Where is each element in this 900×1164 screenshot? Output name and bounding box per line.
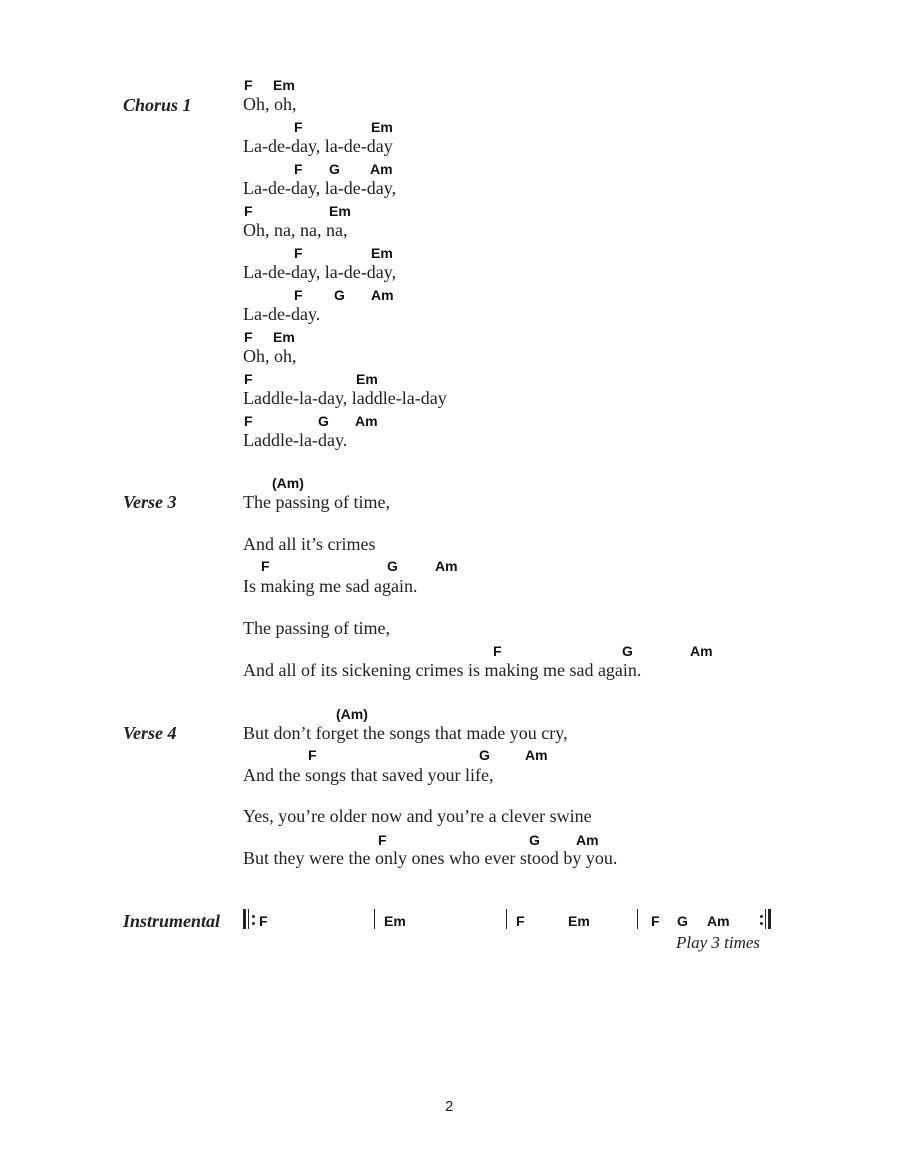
chord: Em [356, 371, 378, 387]
chord: Em [329, 203, 351, 219]
chord: F [651, 913, 660, 929]
chord: Em [273, 329, 295, 345]
chord: F [244, 413, 253, 429]
chord: F [261, 558, 270, 574]
chord: F [308, 747, 317, 763]
lyric-line: Laddle-la-day. [243, 430, 348, 450]
lyric-line: The passing of time, [243, 492, 390, 512]
lyric-line: Yes, you’re older now and you’re a clever swine [243, 806, 592, 826]
lyric-line: And all it’s crimes [243, 534, 376, 554]
chord: Am [707, 913, 730, 929]
chord: Em [568, 913, 590, 929]
chord: Am [371, 287, 394, 303]
lyric-line: La-de-day, la-de-day, [243, 262, 397, 282]
lyric-line: Oh, na, na, na, [243, 220, 348, 240]
chord: G [677, 913, 688, 929]
chord: G [329, 161, 340, 177]
repeat-dots [760, 912, 763, 926]
chord: Am [435, 558, 458, 574]
chord: F [244, 371, 253, 387]
chord: F [244, 77, 253, 93]
repeat-note: Play 3 times [676, 933, 761, 952]
barline [765, 909, 766, 929]
lyric-line: La-de-day, la-de-day, [243, 178, 397, 198]
repeat-start-barline [243, 909, 246, 929]
barline [637, 909, 638, 929]
chord: F [259, 913, 268, 929]
repeat-dots [252, 912, 255, 926]
section-label-chorus-1: Chorus 1 [123, 95, 192, 115]
section-label-verse-3: Verse 3 [123, 492, 177, 512]
chord: Em [371, 119, 393, 135]
lyric-line: La-de-day. [243, 304, 321, 324]
barline [248, 909, 249, 929]
chord: F [294, 245, 303, 261]
chord: F [244, 203, 253, 219]
barline [374, 909, 375, 929]
section-label-verse-4: Verse 4 [123, 723, 177, 743]
chord: F [294, 161, 303, 177]
chord: G [334, 287, 345, 303]
lyric-line: Laddle-la-day, laddle-la-day [243, 388, 447, 408]
lyric-line: La-de-day, la-de-day [243, 136, 393, 156]
lyric-line: But they were the only ones who ever stood by you. [243, 848, 618, 868]
chord: F [294, 119, 303, 135]
chord: Am [355, 413, 378, 429]
chord: G [318, 413, 329, 429]
chord: Am [525, 747, 548, 763]
chord: G [529, 832, 540, 848]
chord: G [387, 558, 398, 574]
repeat-end-barline [768, 909, 771, 929]
chord: Em [371, 245, 393, 261]
page-number: 2 [445, 1098, 454, 1115]
chord: F [516, 913, 525, 929]
lyric-line: But don’t forget the songs that made you cry, [243, 723, 568, 743]
chord: (Am) [336, 706, 368, 722]
lyric-line: And the songs that saved your life, [243, 765, 494, 785]
lyric-line: And all of its sickening crimes is making me sad again. [243, 660, 642, 680]
chord: F [493, 643, 502, 659]
chord: G [479, 747, 490, 763]
lyric-line: Oh, oh, [243, 346, 297, 366]
chord: Am [370, 161, 393, 177]
chord: F [244, 329, 253, 345]
lyric-line: Oh, oh, [243, 94, 297, 114]
barline [506, 909, 507, 929]
chord: F [294, 287, 303, 303]
chord: Am [576, 832, 599, 848]
chord: (Am) [272, 475, 304, 491]
chord: Am [690, 643, 713, 659]
chord: Em [273, 77, 295, 93]
chord: F [378, 832, 387, 848]
chord: G [622, 643, 633, 659]
section-label-instrumental: Instrumental [123, 911, 221, 931]
lyric-line: Is making me sad again. [243, 576, 418, 596]
lyric-line: The passing of time, [243, 618, 390, 638]
chord: Em [384, 913, 406, 929]
